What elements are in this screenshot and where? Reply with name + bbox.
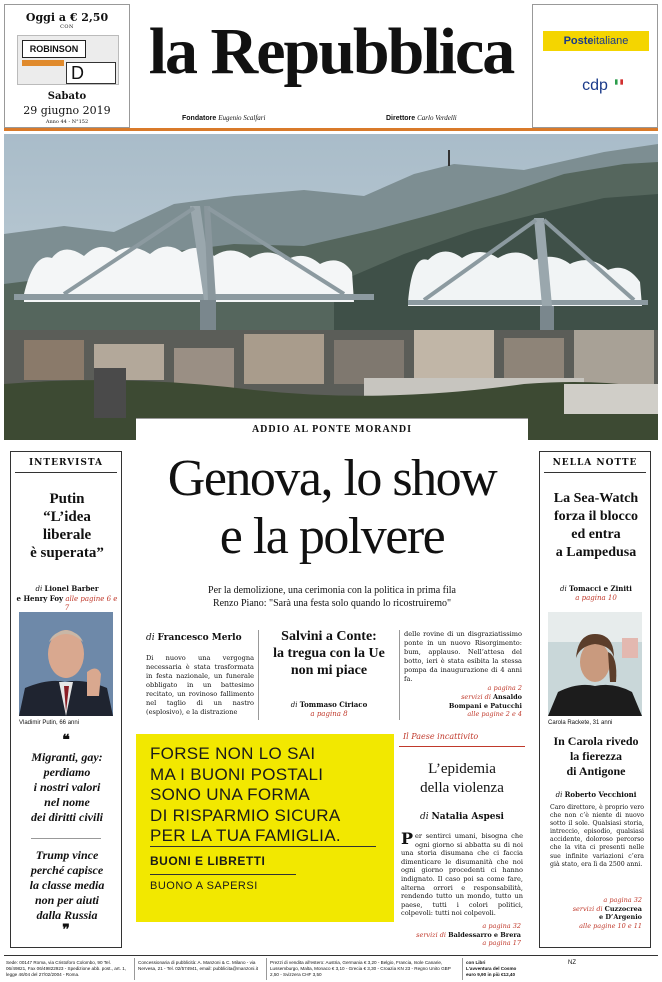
migranti-quote [15, 750, 119, 825]
d-insert-label: D [66, 62, 116, 84]
ad-rule [150, 874, 296, 875]
quote-line: perché capisce [30, 863, 104, 877]
subhead-line-1: Per la demolizione, una cerimonia con la politica in prima fila [208, 585, 456, 596]
refs-author: Ansaldo [493, 692, 522, 701]
carola-caption: Carola Rackete, 31 anni [548, 720, 613, 726]
epidemia-rule [399, 746, 525, 747]
price-box [4, 4, 130, 128]
robinson-bar [22, 60, 64, 66]
quote-line: Trump vince [35, 848, 99, 862]
buoni-postali-ad[interactable] [136, 734, 394, 922]
lead-headline[interactable] [136, 450, 528, 566]
page-ref: a pagina 2 [487, 684, 522, 692]
putin-byline [15, 584, 119, 613]
refs-author: e D’Argenio [599, 913, 642, 921]
headline-line-1: Genova, lo show [167, 450, 497, 507]
ad-line: SONO UNA FORMA [150, 785, 311, 804]
night-news-column[interactable] [539, 451, 651, 948]
ad-line: PER LA TUA FAMIGLIA. [150, 826, 341, 845]
quote-line: perdiamo [43, 765, 91, 779]
drop-cap: P [401, 829, 414, 848]
carola-body-text: Caro direttore, è proprio vero che non c’è niente di nuovo sotto il sole. Qualsiasi storia, intreccio, episodio, qualsiasi accidente, doloroso percorso che la vita ci presenti nelle sue infinite variazioni c’era già stato, era lì da 2500 anni. [550, 804, 644, 868]
page-ref: alle pagine 10 e 11 [579, 921, 642, 930]
quote-line: i nostri valori [33, 780, 101, 794]
director-line [386, 114, 457, 122]
tag-rule [544, 472, 646, 473]
quote-line: dei diritti civili [31, 810, 103, 824]
byline-author: Tommaso Ciriaco [299, 700, 368, 709]
footer-code: NZ [568, 960, 576, 966]
robinson-label: ROBINSON [22, 40, 86, 58]
quote-line: la classe media [29, 878, 105, 892]
page-ref: a pagina 8 [310, 710, 348, 718]
byline-author: Lionel Barber [44, 584, 99, 593]
merlo-body-text: Di nuovo una vergogna necessaria è stata trasformata in festa nazionale, un funerale obbligato in un battesimo recitato, un rovinoso fallimento nel taglio di un nastro (esplosivo), e la distrazione [146, 654, 254, 716]
seawatch-title-line: La Sea-Watch [553, 491, 639, 506]
bridge-demolition-photo [4, 134, 658, 440]
seawatch-title-line: a Lampedusa [555, 545, 637, 560]
tag-rule [15, 472, 117, 473]
byline-prefix: di [555, 791, 563, 799]
page-ref: a pagina 32 [603, 896, 642, 904]
ad-tagline: BUONO A SAPERSI [150, 880, 258, 892]
carola-title-line: In Carola rivedo [553, 734, 639, 748]
ad-line: FORSE NON LO SAI [150, 744, 316, 763]
italian-flag-icon [615, 79, 623, 85]
founder-name: Eugenio Scalfari [218, 114, 266, 122]
quote-divider [31, 838, 101, 839]
carola-byline [544, 790, 648, 799]
putin-title-line: è superata” [30, 545, 104, 561]
refs-prefix: servizi di [416, 930, 446, 939]
poste-light: italiane [593, 35, 629, 47]
poste-italiane-logo [543, 31, 649, 51]
quote-line: dalla Russia [36, 908, 98, 922]
salvini-title-line: la tregua con la Ue [273, 646, 385, 661]
epidemia-refs [399, 922, 521, 948]
byline-author: Roberto Vecchioni [564, 790, 637, 799]
footer-offer-line: L'avventura del Cosmo [466, 966, 517, 971]
issue-day: Sabato [47, 91, 87, 102]
interview-column[interactable] [10, 451, 122, 948]
trump-quote [15, 848, 119, 923]
issue-number: Anno 44 - N°152 [45, 119, 89, 125]
quote-open-icon: ❝ [62, 732, 70, 748]
epidemia-article[interactable] [399, 732, 525, 950]
page-ref: a pagina 32 [482, 922, 521, 930]
quote-line: Migranti, gay: [31, 750, 103, 764]
poste-bold: Poste [563, 35, 594, 47]
footer-separator [462, 958, 463, 980]
column-separator [399, 630, 400, 720]
byline-author: Francesco Merlo [157, 633, 242, 643]
page-ref: a pagina 17 [482, 939, 521, 948]
seawatch-byline [544, 584, 648, 603]
quote-close-icon: ❞ [62, 922, 70, 938]
price-text: Oggi a € 2,50 [25, 11, 109, 24]
byline-prefix: di [290, 701, 298, 709]
ad-line: DI RISPARMIO SICURA [150, 805, 341, 825]
quote-line: nel nome [44, 795, 90, 809]
putin-title-line: Putin [49, 491, 85, 507]
byline-author: e Henry Foy [16, 594, 64, 603]
carola-headline [544, 734, 648, 779]
epidemia-body-text: er sentirci umani, bisogna che ogni giorno si abbatta su di noi una storia disumana che ci faccia dimenticare le disumanità che noi ogni giorno procedenti ci hanno indignato. Il caso poi sa come fare, alterna orrori e responsabilità, rendendo tutto un mondo, tutto un paese, tutti i colori politici, colpevoli: tutti noi colpevoli. [401, 832, 523, 918]
carola-title-line: di Antigone [566, 764, 626, 778]
page-ref: a pagina 10 [575, 594, 617, 602]
salvini-headline[interactable] [262, 628, 396, 679]
epidemia-title-line: L’epidemia [428, 761, 496, 777]
carola-portrait [548, 612, 642, 716]
sponsor-box[interactable] [532, 4, 658, 128]
salvini-title-line: non mi piace [290, 663, 368, 678]
subhead-line-2: Renzo Piano: "Sarà una festa solo quando lo ricostruiremo" [212, 598, 452, 609]
byline-author: Tomacci e Ziniti [569, 584, 632, 593]
putin-title-line: liberale [42, 527, 92, 543]
refs-author: Cuzzocrea [604, 904, 642, 913]
refs-author: Bompani e Patucchi [448, 701, 522, 710]
carola-refs [544, 896, 648, 930]
putin-caption: Vladimir Putin, 66 anni [19, 720, 80, 726]
footer-address: Sede: 00147 Roma, via Cristoforo Colombo, 90 Tel. 06/49821, Fax 06/49822923 - Spedizione abb. post., art. 1, legge 46/04 del 27/02/2004 - Roma. [6, 960, 127, 977]
byline-prefix: di [420, 812, 429, 822]
refs-author: Baldessarro e Brera [448, 930, 521, 939]
footer-prices: Prezzi di vendita all'estero: Austria, Germania € 3,20 - Belgio, Francia, Isole Canarie, Lussemburgo, Malta, Monaco € 3,10 - Grecia € 3,30 - Croazia KN 23 - Regno Unito GBP 2,50 - Svizzera CHF 3,50 [270, 960, 451, 977]
byline-author: Natalia Aspesi [431, 812, 504, 822]
byline-prefix: di [35, 585, 43, 593]
footer-rule [4, 955, 658, 956]
director-label: Direttore [386, 115, 416, 122]
masthead-rule [4, 128, 658, 131]
footer-separator [266, 958, 267, 980]
salvini-byline [262, 700, 396, 719]
footer-offer-line: con Libri [466, 960, 486, 965]
founder-line [182, 114, 265, 122]
interview-tag: INTERVISTA [28, 458, 104, 468]
footer-separator [134, 958, 135, 980]
page-ref: alle pagine 6 e 7 [64, 595, 118, 612]
merlo-byline [146, 633, 242, 643]
newspaper-logo: la Repubblica [148, 15, 514, 88]
issue-date: 29 giugno 2019 [23, 104, 111, 117]
cdp-logo: cdp [582, 77, 608, 94]
epidemia-kicker: Il Paese incattivito [403, 732, 479, 741]
byline-prefix: di [146, 633, 155, 643]
putin-headline [15, 490, 119, 562]
footer-offer-line: euro 9,90 in più €12,40 [466, 972, 516, 977]
seawatch-title-line: ed entra [571, 527, 621, 542]
page-ref: alle pagine 2 e 4 [467, 710, 522, 719]
epidemia-body [401, 829, 523, 918]
epidemia-headline [399, 760, 525, 798]
epidemia-title-line: della violenza [420, 780, 504, 796]
footer-advertising: Concessionaria di pubblicità: A. Manzoni & C. Milano - via Nervesa, 21 - Tel. 02/574941, email: pubblicita@manzoni.it [138, 960, 258, 971]
rovine-refs [404, 684, 522, 719]
ad-brand: BUONI E LIBRETTI [150, 854, 266, 868]
epidemia-byline [399, 812, 525, 822]
price-with: CON [60, 24, 74, 30]
lead-kicker: ADDIO AL PONTE MORANDI [251, 424, 413, 435]
seawatch-headline [544, 490, 648, 562]
putin-portrait [19, 612, 113, 716]
director-name: Carlo Verdelli [417, 114, 457, 122]
carola-title-line: la fierezza [569, 749, 623, 763]
putin-title-line: “L’idea [43, 509, 91, 525]
rovine-body-text: delle rovine di un disgraziatissimo ponte in un nuovo Risorgimento: bum, applauso. Nell’attesa del botto, ieri è stata esibita la stessa pompa da inaugurazione di 4 anni fa. [404, 630, 522, 683]
column-separator [258, 630, 259, 720]
ad-copy [150, 744, 386, 847]
byline-prefix: di [560, 585, 567, 593]
quote-line: non per aiuti [34, 893, 100, 907]
ad-rule [150, 846, 376, 847]
refs-prefix: servizi di [572, 904, 603, 913]
refs-prefix: servizi di [461, 692, 491, 701]
seawatch-title-line: forza il blocco [554, 509, 638, 524]
robinson-insert [17, 35, 119, 85]
ad-line: MA I BUONI POSTALI [150, 764, 324, 784]
founder-label: Fondatore [182, 115, 217, 122]
kicker-box [136, 418, 528, 442]
footer-offer [466, 960, 556, 978]
headline-line-2: e la polvere [219, 508, 445, 565]
lead-subhead [140, 584, 524, 610]
salvini-title-line: Salvini a Conte: [281, 629, 377, 644]
night-news-tag: NELLA NOTTE [552, 458, 638, 468]
